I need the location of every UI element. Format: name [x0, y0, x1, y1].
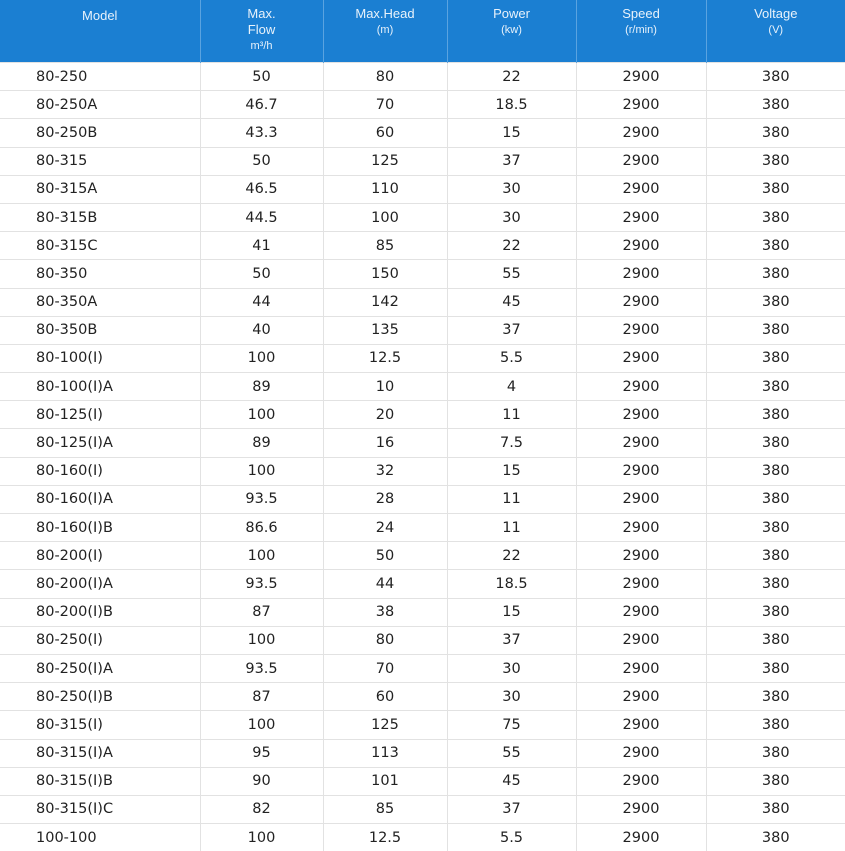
cell-model: 80-315(I) — [0, 711, 200, 739]
cell-max-head: 28 — [323, 485, 447, 513]
cell-max-head: 85 — [323, 232, 447, 260]
cell-max-head: 50 — [323, 542, 447, 570]
cell-voltage: 380 — [706, 570, 845, 598]
cell-model: 80-350A — [0, 288, 200, 316]
cell-power: 37 — [447, 626, 576, 654]
table-row — [0, 260, 845, 288]
cell-speed: 2900 — [576, 203, 706, 231]
cell-model: 80-250(I) — [0, 626, 200, 654]
header-voltage: Voltage (V) — [706, 0, 845, 63]
cell-max-flow: 93.5 — [200, 485, 323, 513]
cell-voltage: 380 — [706, 542, 845, 570]
cell-max-flow: 89 — [200, 429, 323, 457]
cell-max-head: 125 — [323, 147, 447, 175]
cell-max-head: 16 — [323, 429, 447, 457]
table-row — [0, 711, 845, 739]
cell-power: 37 — [447, 316, 576, 344]
table-row — [0, 485, 845, 513]
cell-max-head: 10 — [323, 373, 447, 401]
cell-model: 80-315B — [0, 203, 200, 231]
cell-model: 100-100 — [0, 824, 200, 851]
cell-max-flow: 100 — [200, 401, 323, 429]
cell-max-flow: 87 — [200, 683, 323, 711]
cell-max-head: 101 — [323, 767, 447, 795]
cell-power: 55 — [447, 739, 576, 767]
cell-speed: 2900 — [576, 795, 706, 823]
cell-max-head: 38 — [323, 598, 447, 626]
cell-max-flow: 50 — [200, 260, 323, 288]
cell-power: 30 — [447, 175, 576, 203]
cell-speed: 2900 — [576, 63, 706, 91]
cell-power: 18.5 — [447, 91, 576, 119]
table-row — [0, 401, 845, 429]
cell-speed: 2900 — [576, 429, 706, 457]
cell-max-head: 60 — [323, 119, 447, 147]
cell-model: 80-160(I)A — [0, 485, 200, 513]
cell-speed: 2900 — [576, 91, 706, 119]
table-row — [0, 63, 845, 91]
cell-speed: 2900 — [576, 316, 706, 344]
cell-model: 80-200(I)B — [0, 598, 200, 626]
header-unit: (m) — [326, 22, 445, 38]
cell-voltage: 380 — [706, 232, 845, 260]
header-max-flow: Max. Flow m³/h — [200, 0, 323, 63]
cell-speed: 2900 — [576, 824, 706, 851]
cell-max-flow: 41 — [200, 232, 323, 260]
cell-power: 22 — [447, 232, 576, 260]
table-row — [0, 429, 845, 457]
cell-max-flow: 93.5 — [200, 654, 323, 682]
cell-power: 15 — [447, 119, 576, 147]
table-row — [0, 542, 845, 570]
table-row — [0, 373, 845, 401]
cell-voltage: 380 — [706, 767, 845, 795]
cell-max-flow: 50 — [200, 63, 323, 91]
cell-model: 80-350B — [0, 316, 200, 344]
cell-max-flow: 93.5 — [200, 570, 323, 598]
table-row — [0, 795, 845, 823]
cell-model: 80-250A — [0, 91, 200, 119]
cell-max-flow: 40 — [200, 316, 323, 344]
cell-voltage: 380 — [706, 119, 845, 147]
cell-max-head: 12.5 — [323, 344, 447, 372]
cell-speed: 2900 — [576, 457, 706, 485]
cell-max-head: 125 — [323, 711, 447, 739]
cell-max-flow: 44.5 — [200, 203, 323, 231]
cell-max-head: 110 — [323, 175, 447, 203]
table-row — [0, 232, 845, 260]
table-row — [0, 119, 845, 147]
cell-max-head: 100 — [323, 203, 447, 231]
cell-model: 80-315(I)A — [0, 739, 200, 767]
cell-speed: 2900 — [576, 119, 706, 147]
cell-power: 7.5 — [447, 429, 576, 457]
table-row — [0, 570, 845, 598]
cell-model: 80-315C — [0, 232, 200, 260]
cell-power: 30 — [447, 203, 576, 231]
cell-voltage: 380 — [706, 373, 845, 401]
table-row — [0, 739, 845, 767]
cell-speed: 2900 — [576, 373, 706, 401]
table-row — [0, 683, 845, 711]
cell-max-head: 70 — [323, 91, 447, 119]
cell-voltage: 380 — [706, 91, 845, 119]
cell-voltage: 380 — [706, 683, 845, 711]
cell-speed: 2900 — [576, 514, 706, 542]
cell-power: 22 — [447, 542, 576, 570]
table-row — [0, 316, 845, 344]
table-row — [0, 598, 845, 626]
cell-voltage: 380 — [706, 739, 845, 767]
cell-model: 80-315(I)B — [0, 767, 200, 795]
header-unit: (V) — [709, 22, 844, 38]
header-unit: (r/min) — [579, 22, 704, 38]
cell-model: 80-250(I)A — [0, 654, 200, 682]
cell-speed: 2900 — [576, 739, 706, 767]
cell-max-head: 60 — [323, 683, 447, 711]
cell-model: 80-200(I)A — [0, 570, 200, 598]
header-unit: m³/h — [203, 38, 321, 54]
cell-speed: 2900 — [576, 654, 706, 682]
cell-max-flow: 87 — [200, 598, 323, 626]
cell-max-flow: 100 — [200, 626, 323, 654]
cell-model: 80-315(I)C — [0, 795, 200, 823]
header-model: Model — [0, 0, 200, 63]
cell-power: 4 — [447, 373, 576, 401]
cell-power: 5.5 — [447, 824, 576, 851]
cell-power: 45 — [447, 288, 576, 316]
cell-max-flow: 90 — [200, 767, 323, 795]
cell-voltage: 380 — [706, 63, 845, 91]
cell-power: 37 — [447, 147, 576, 175]
cell-voltage: 380 — [706, 203, 845, 231]
cell-model: 80-250 — [0, 63, 200, 91]
cell-max-head: 135 — [323, 316, 447, 344]
cell-max-head: 70 — [323, 654, 447, 682]
cell-max-flow: 50 — [200, 147, 323, 175]
cell-voltage: 380 — [706, 260, 845, 288]
cell-voltage: 380 — [706, 514, 845, 542]
header-unit: (kw) — [450, 22, 574, 38]
cell-power: 22 — [447, 63, 576, 91]
cell-max-flow: 100 — [200, 542, 323, 570]
cell-speed: 2900 — [576, 175, 706, 203]
cell-max-head: 12.5 — [323, 824, 447, 851]
table-row — [0, 288, 845, 316]
cell-model: 80-160(I)B — [0, 514, 200, 542]
cell-max-flow: 43.3 — [200, 119, 323, 147]
cell-speed: 2900 — [576, 147, 706, 175]
cell-model: 80-200(I) — [0, 542, 200, 570]
cell-max-flow: 82 — [200, 795, 323, 823]
cell-speed: 2900 — [576, 598, 706, 626]
cell-speed: 2900 — [576, 401, 706, 429]
cell-max-flow: 100 — [200, 711, 323, 739]
cell-model: 80-100(I) — [0, 344, 200, 372]
cell-voltage: 380 — [706, 626, 845, 654]
cell-voltage: 380 — [706, 598, 845, 626]
cell-max-flow: 100 — [200, 824, 323, 851]
cell-speed: 2900 — [576, 288, 706, 316]
cell-max-flow: 100 — [200, 344, 323, 372]
cell-power: 30 — [447, 654, 576, 682]
cell-power: 11 — [447, 401, 576, 429]
cell-voltage: 380 — [706, 316, 845, 344]
table-header — [0, 0, 845, 63]
header-max-head: Max.Head (m) — [323, 0, 447, 63]
cell-speed: 2900 — [576, 485, 706, 513]
cell-voltage: 380 — [706, 175, 845, 203]
cell-max-flow: 86.6 — [200, 514, 323, 542]
table-row — [0, 457, 845, 485]
cell-voltage: 380 — [706, 711, 845, 739]
table-row — [0, 147, 845, 175]
cell-speed: 2900 — [576, 344, 706, 372]
cell-max-flow: 95 — [200, 739, 323, 767]
cell-speed: 2900 — [576, 767, 706, 795]
cell-speed: 2900 — [576, 711, 706, 739]
table-row — [0, 514, 845, 542]
cell-power: 11 — [447, 485, 576, 513]
cell-max-flow: 44 — [200, 288, 323, 316]
cell-max-head: 32 — [323, 457, 447, 485]
cell-power: 45 — [447, 767, 576, 795]
cell-voltage: 380 — [706, 485, 845, 513]
cell-model: 80-350 — [0, 260, 200, 288]
cell-voltage: 380 — [706, 457, 845, 485]
cell-speed: 2900 — [576, 542, 706, 570]
header-power: Power (kw) — [447, 0, 576, 63]
cell-max-head: 85 — [323, 795, 447, 823]
cell-max-flow: 100 — [200, 457, 323, 485]
table-body — [0, 63, 845, 851]
table-row — [0, 91, 845, 119]
table-row — [0, 175, 845, 203]
cell-max-head: 44 — [323, 570, 447, 598]
cell-speed: 2900 — [576, 683, 706, 711]
cell-power: 75 — [447, 711, 576, 739]
table-row — [0, 344, 845, 372]
table-row — [0, 824, 845, 851]
cell-model: 80-100(I)A — [0, 373, 200, 401]
cell-power: 30 — [447, 683, 576, 711]
cell-max-head: 80 — [323, 626, 447, 654]
cell-model: 80-125(I)A — [0, 429, 200, 457]
cell-max-head: 142 — [323, 288, 447, 316]
cell-speed: 2900 — [576, 570, 706, 598]
cell-model: 80-160(I) — [0, 457, 200, 485]
cell-power: 18.5 — [447, 570, 576, 598]
cell-voltage: 380 — [706, 654, 845, 682]
cell-voltage: 380 — [706, 824, 845, 851]
cell-max-flow: 46.5 — [200, 175, 323, 203]
header-speed: Speed (r/min) — [576, 0, 706, 63]
cell-speed: 2900 — [576, 232, 706, 260]
cell-model: 80-315 — [0, 147, 200, 175]
cell-power: 37 — [447, 795, 576, 823]
cell-voltage: 380 — [706, 288, 845, 316]
cell-voltage: 380 — [706, 147, 845, 175]
cell-max-head: 80 — [323, 63, 447, 91]
cell-max-head: 20 — [323, 401, 447, 429]
table-row — [0, 203, 845, 231]
table-row — [0, 654, 845, 682]
cell-voltage: 380 — [706, 344, 845, 372]
table-row — [0, 767, 845, 795]
cell-power: 55 — [447, 260, 576, 288]
cell-power: 15 — [447, 598, 576, 626]
cell-max-head: 24 — [323, 514, 447, 542]
cell-voltage: 380 — [706, 401, 845, 429]
table-row — [0, 626, 845, 654]
cell-voltage: 380 — [706, 429, 845, 457]
cell-power: 15 — [447, 457, 576, 485]
cell-model: 80-250B — [0, 119, 200, 147]
cell-power: 5.5 — [447, 344, 576, 372]
cell-model: 80-250(I)B — [0, 683, 200, 711]
cell-voltage: 380 — [706, 795, 845, 823]
cell-max-head: 150 — [323, 260, 447, 288]
cell-power: 11 — [447, 514, 576, 542]
cell-max-flow: 46.7 — [200, 91, 323, 119]
cell-speed: 2900 — [576, 260, 706, 288]
cell-max-head: 113 — [323, 739, 447, 767]
cell-max-flow: 89 — [200, 373, 323, 401]
cell-model: 80-315A — [0, 175, 200, 203]
cell-speed: 2900 — [576, 626, 706, 654]
cell-model: 80-125(I) — [0, 401, 200, 429]
